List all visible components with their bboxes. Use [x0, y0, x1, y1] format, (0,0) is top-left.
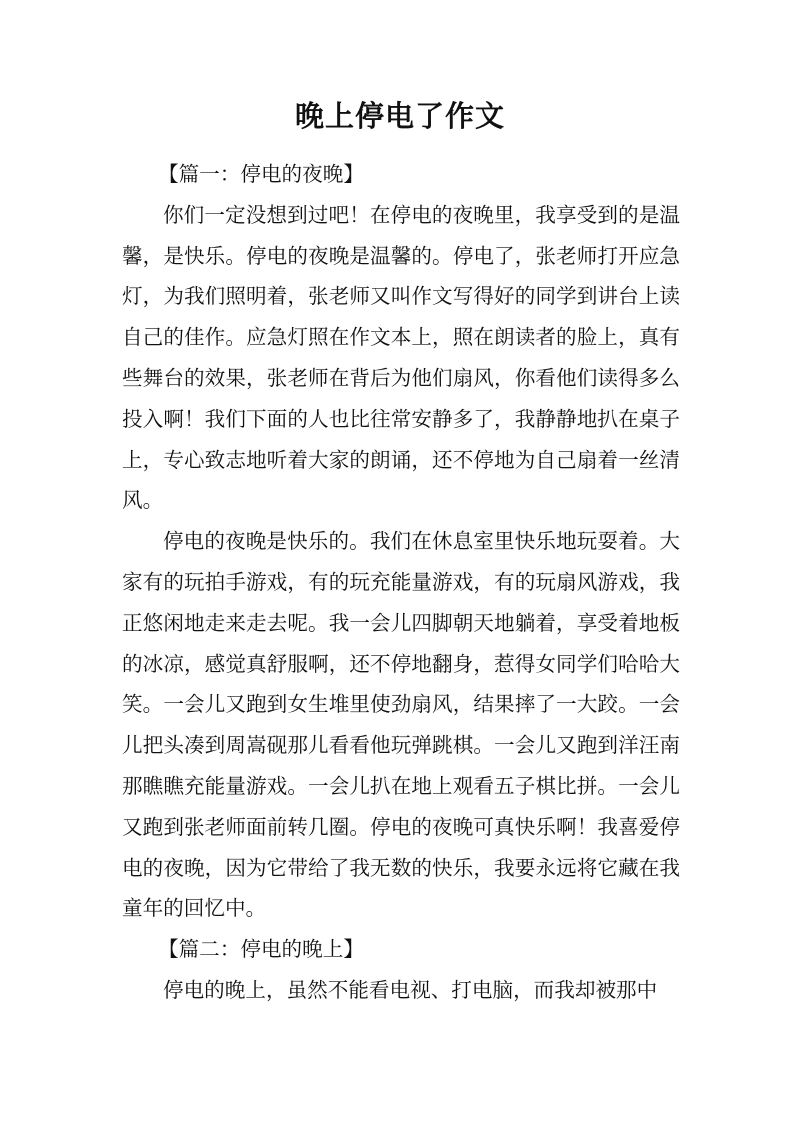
document-title: 晚上停电了作文: [294, 99, 505, 133]
section-heading-1: 【篇一：停电的夜晚】: [158, 162, 364, 186]
section-heading-2: 【篇二：停电的晚上】: [158, 937, 364, 962]
section-2-paragraph-1: 停电的晚上，虽然不能看电视、打电脑，而我却被那中: [163, 977, 658, 1002]
section-1-paragraph-2: 停电的夜晚是快乐的。我们在休息室里快乐地玩耍着。大家有的玩拍手游戏，有的玩充能量游戏，有的玩扇风游戏，我正悠闲地走来走去呢。我一会儿四脚朝天地躺着，享受着地板的冰凉，感觉真舒服啊，还不停地翻身，惹得女同学们哈哈大笑。一会儿又跑到女生堆里使劲扇风，结果摔了一大跤。一会儿把头凑到周嵩砚那儿看看他玩弹跳棋。一会儿又跑到洋汪南那瞧瞧充能量游戏。一会儿扒在地上观看五子棋比拼。一会儿又跑到张老师面前转几圈。停电的夜晚可真快乐啊！我喜爱停电的夜晚，因为它带给了我无数的快乐，我要永远将它藏在我童年的回忆中。: [122, 529, 680, 921]
section-1-paragraph-1: 你们一定没想到过吧！在停电的夜晚里，我享受到的是温馨，是快乐。停电的夜晚是温馨的。停电了，张老师打开应急灯，为我们照明着，张老师又叫作文写得好的同学到讲台上读自己的佳作。应急灯照在作文本上，照在朗读者的脸上，真有些舞台的效果，张老师在背后为他们扇风，你看他们读得多么投入啊！我们下面的人也比往常安静多了，我静静地扒在桌子上，专心致志地听着大家的朗诵，还不停地为自己扇着一丝清风。: [122, 202, 680, 513]
document-body: [122, 154, 680, 1011]
